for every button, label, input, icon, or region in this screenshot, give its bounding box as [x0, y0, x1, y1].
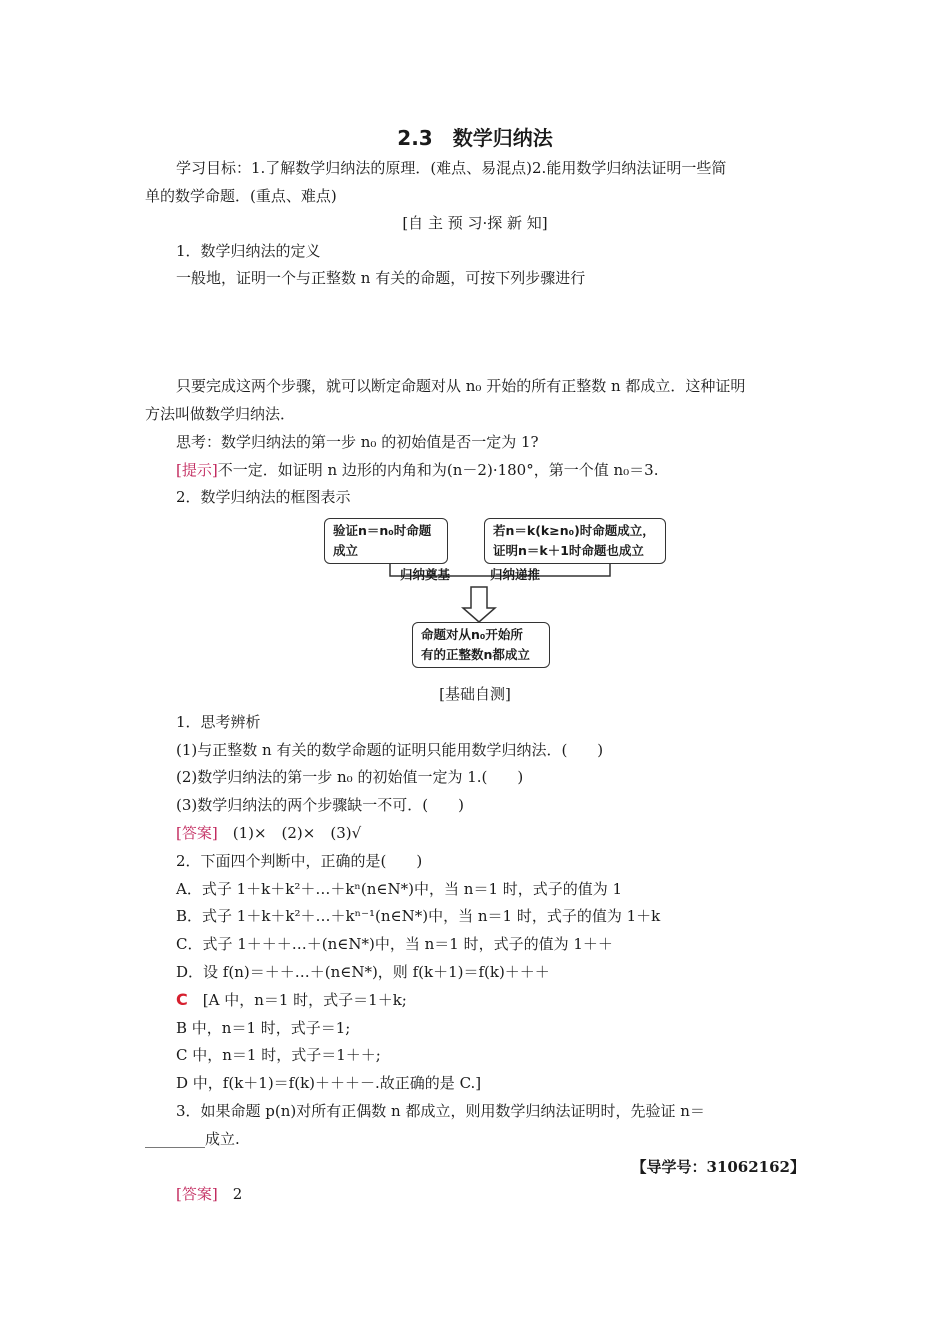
guide-number: 【导学号：31062162】 — [631, 1158, 805, 1176]
q2-solution-2: B 中，n＝1 时，式子＝1; — [176, 1019, 351, 1037]
q1-item-1: (1)与正整数 n 有关的数学命题的证明只能用数学归纳法．( ) — [176, 741, 604, 759]
q3-answer-line — [176, 1184, 242, 1204]
definition-heading: 1．数学归纳法的定义 — [176, 242, 321, 260]
q2-option-d: D．设 f(n)＝＋＋…＋(n∈N*)，则 f(k＋1)＝f(k)＋＋＋ — [176, 963, 550, 981]
q3-answer-tag: [答案] — [176, 1185, 218, 1203]
definition-conclusion-1: 只要完成这两个步骤，就可以断定命题对从 n₀ 开始的所有正整数 n 都成立．这种证明 — [176, 377, 746, 395]
q2-solution-4: D 中，f(k＋1)＝f(k)＋＋＋－.故正确的是 C.] — [176, 1074, 482, 1092]
section-preview-heading: [自 主 预 习·探 新 知] — [402, 214, 548, 232]
q3-line-2: ________成立. — [145, 1130, 240, 1148]
label-induction-step: 归纳递推 — [490, 567, 541, 582]
inductive-step-line-1: 若n＝k(k≥n₀)时命题成立， — [493, 523, 655, 538]
base-case-box: 验证n＝n₀时命题成立 — [324, 518, 448, 564]
q3-line-1: 3．如果命题 p(n)对所有正偶数 n 都成立，则用数学归纳法证明时，先验证 n＝ — [176, 1102, 705, 1120]
q2-solution-3: C 中，n＝1 时，式子＝1＋＋; — [176, 1046, 381, 1064]
definition-conclusion-2: 方法叫做数学归纳法． — [145, 405, 296, 423]
down-arrow-icon — [463, 587, 495, 622]
q3-answer: 2 — [217, 1185, 243, 1203]
frame-heading: 2．数学归纳法的框图表示 — [176, 488, 351, 506]
label-induction-base: 归纳奠基 — [400, 567, 451, 582]
q1-item-3: (3)数学归纳法的两个步骤缺一不可．( ) — [176, 796, 464, 814]
think-question: 思考：数学归纳法的第一步 n₀ 的初始值是否一定为 1? — [176, 433, 539, 451]
hint-tag: [提示] — [176, 461, 218, 479]
definition-text: 一般地，证明一个与正整数 n 有关的命题，可按下列步骤进行 — [176, 269, 586, 287]
inductive-step-line-2: 证明n＝k＋1时命题也成立 — [493, 543, 644, 558]
conclusion-box — [412, 622, 550, 668]
q2-solution-line-1 — [176, 990, 407, 1010]
q2-answer-letter: C — [176, 990, 188, 1009]
learning-goal-line-2: 单的数学命题．(重点、难点) — [145, 187, 337, 205]
q2-solution-1: [A 中，n＝1 时，式子＝1＋k; — [187, 991, 407, 1009]
q2-heading: 2．下面四个判断中，正确的是( ) — [176, 852, 423, 870]
page-title: 2.3 数学归纳法 — [397, 126, 553, 150]
induction-flow-diagram — [320, 512, 670, 672]
q1-answer: (1)× (2)× (3)√ — [217, 824, 362, 842]
answer-tag: [答案] — [176, 824, 218, 842]
hint-line — [176, 460, 658, 480]
q1-heading: 1．思考辨析 — [176, 713, 261, 731]
q1-item-2: (2)数学归纳法的第一步 n₀ 的初始值一定为 1.( ) — [176, 768, 524, 786]
q2-option-a: A．式子 1＋k＋k²＋…＋kⁿ(n∈N*)中，当 n＝1 时，式子的值为 1 — [176, 880, 623, 898]
q2-option-c: C．式子 1＋＋＋…＋(n∈N*)中，当 n＝1 时，式子的值为 1＋＋ — [176, 935, 613, 953]
section-selftest-heading: [基础自测] — [439, 685, 511, 703]
conclusion-line-1: 命题对从n₀开始所 — [421, 627, 523, 642]
conclusion-line-2: 有的正整数n都成立 — [421, 647, 530, 662]
q2-option-b: B．式子 1＋k＋k²＋…＋kⁿ⁻¹(n∈N*)中，当 n＝1 时，式子的值为 1＋k — [176, 907, 661, 925]
hint-text: 不一定．如证明 n 边形的内角和为(n－2)·180°，第一个值 n₀＝3. — [217, 461, 659, 479]
inductive-step-box — [484, 518, 666, 564]
q1-answer-line — [176, 823, 361, 843]
learning-goal-line-1: 学习目标：1.了解数学归纳法的原理．(难点、易混点)2.能用数学归纳法证明一些简 — [176, 159, 727, 177]
